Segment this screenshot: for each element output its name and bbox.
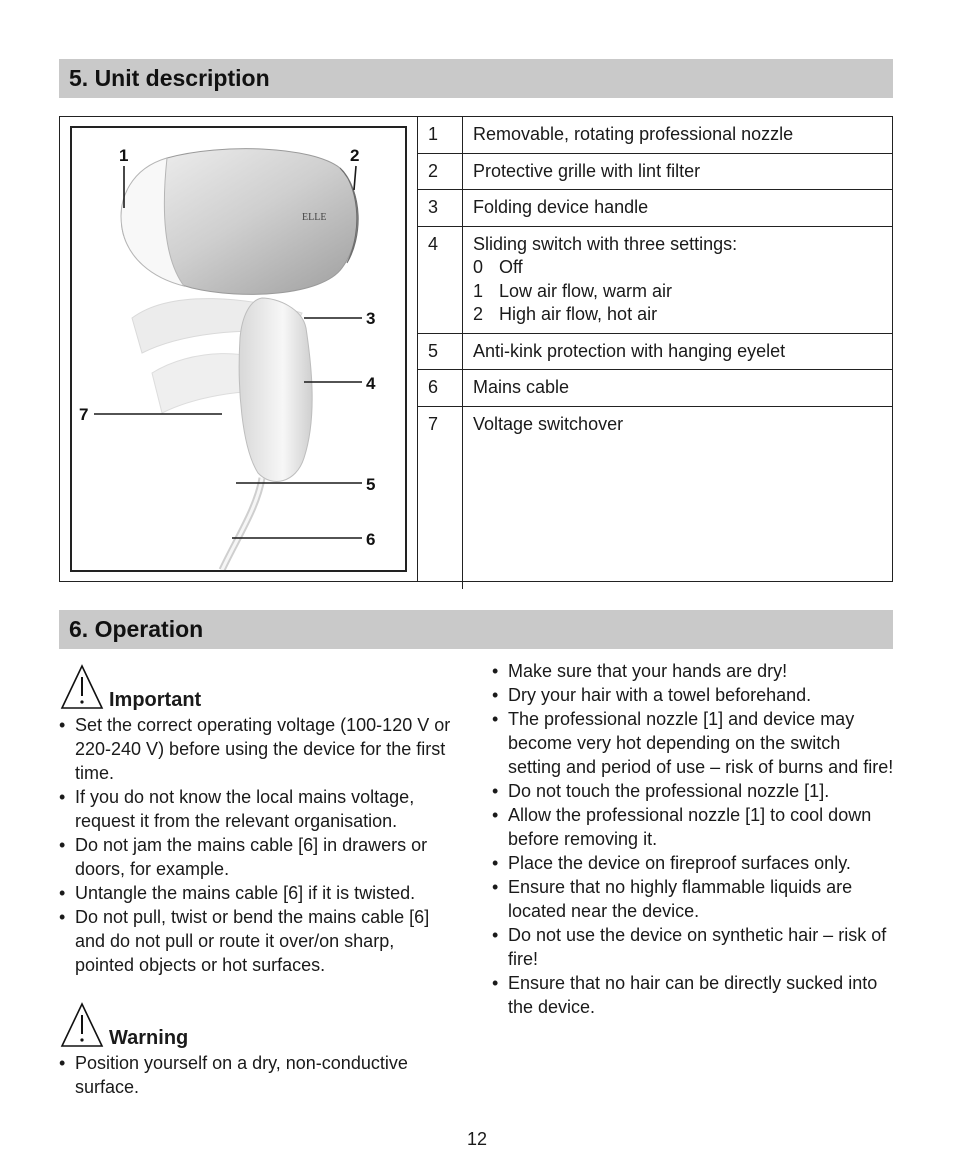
table-row — [418, 190, 892, 227]
part-number: 6 — [418, 370, 463, 407]
callout-7: 7 — [79, 405, 89, 424]
section-6-heading: 6. Operation — [59, 610, 893, 649]
part-text: Folding device handle — [463, 190, 893, 227]
switch-option: 2 High air flow, hot air — [473, 304, 658, 324]
table-row — [418, 333, 892, 370]
table-row — [418, 370, 892, 407]
list-item: • Ensure that no hair can be directly sucked into the device. — [492, 971, 896, 1019]
part-text: Anti-kink protection with hanging eyelet — [463, 333, 893, 370]
part-number: 4 — [418, 226, 463, 333]
list-item: • Make sure that your hands are dry! — [492, 659, 896, 683]
list-item: • Place the device on fireproof surfaces only. — [492, 851, 896, 875]
operation-right-column — [492, 659, 896, 1019]
list-item: • Untangle the mains cable [6] if it is twisted. — [59, 881, 454, 905]
brand-mark: ELLE — [302, 212, 327, 223]
list-item: • Do not use the device on synthetic hair – risk of fire! — [492, 923, 896, 971]
callout-3: 3 — [366, 309, 376, 328]
callout-1: 1 — [119, 146, 129, 165]
callout-2: 2 — [350, 146, 360, 165]
list-item: • Position yourself on a dry, non-conductive surface. — [59, 1051, 454, 1099]
important-list — [59, 713, 454, 977]
section-5-heading: 5. Unit description — [59, 59, 893, 98]
part-number: 1 — [418, 117, 463, 153]
callout-6: 6 — [366, 530, 376, 549]
part-number: 2 — [418, 153, 463, 190]
page-number: 12 — [466, 1129, 488, 1149]
part-text: Sliding switch with three settings: — [473, 233, 738, 254]
list-item: • If you do not know the local mains voltage, request it from the relevant organisation. — [59, 785, 454, 833]
list-item: • Do not pull, twist or bend the mains cable [6] and do not pull or route it over/on sharp, pointed objects or hot surfaces. — [59, 905, 454, 977]
hair-dryer-figure — [70, 126, 407, 572]
part-number: 3 — [418, 190, 463, 227]
warning-triangle-icon — [60, 1002, 104, 1048]
operation-left-column — [59, 663, 454, 1099]
callout-5: 5 — [366, 475, 376, 494]
important-heading — [59, 663, 454, 713]
warning-triangle-icon — [60, 664, 104, 710]
list-item: • Allow the professional nozzle [1] to cool down before removing it. — [492, 803, 896, 851]
list-item: • Dry your hair with a towel beforehand. — [492, 683, 896, 707]
part-text: Removable, rotating professional nozzle — [463, 117, 893, 153]
table-row — [418, 117, 892, 153]
operation-list — [492, 659, 896, 1019]
table-row — [418, 406, 892, 589]
part-number: 7 — [418, 406, 463, 589]
switch-option: 0 Off — [473, 257, 523, 277]
part-text: Protective grille with lint filter — [463, 153, 893, 190]
list-item: • Do not touch the professional nozzle [1]. — [492, 779, 896, 803]
part-text: Voltage switchover — [473, 413, 624, 434]
warning-heading — [59, 1001, 454, 1051]
parts-table — [418, 117, 892, 589]
list-item: • The professional nozzle [1] and device may become very hot depending on the switch setting and period of use – risk of burns and fire! — [492, 707, 896, 779]
handle — [239, 298, 312, 481]
callout-4: 4 — [366, 374, 376, 393]
warning-list — [59, 1051, 454, 1099]
list-item: • Do not jam the mains cable [6] in drawers or doors, for example. — [59, 833, 454, 881]
warning-title: Warning — [109, 1027, 189, 1049]
part-text-multi — [463, 226, 893, 333]
part-number: 5 — [418, 333, 463, 370]
unit-description-box — [59, 116, 893, 582]
table-row — [418, 153, 892, 190]
list-item: • Set the correct operating voltage (100-120 V or 220-240 V) before using the device for the first time. — [59, 713, 454, 785]
part-text: Mains cable — [463, 370, 893, 407]
figure-cell — [60, 117, 418, 581]
table-row — [418, 226, 892, 333]
list-item: • Ensure that no highly flammable liquids are located near the device. — [492, 875, 896, 923]
switch-option: 1 Low air flow, warm air — [473, 280, 673, 301]
hair-dryer-illustration — [72, 128, 405, 570]
important-title: Important — [109, 689, 202, 711]
